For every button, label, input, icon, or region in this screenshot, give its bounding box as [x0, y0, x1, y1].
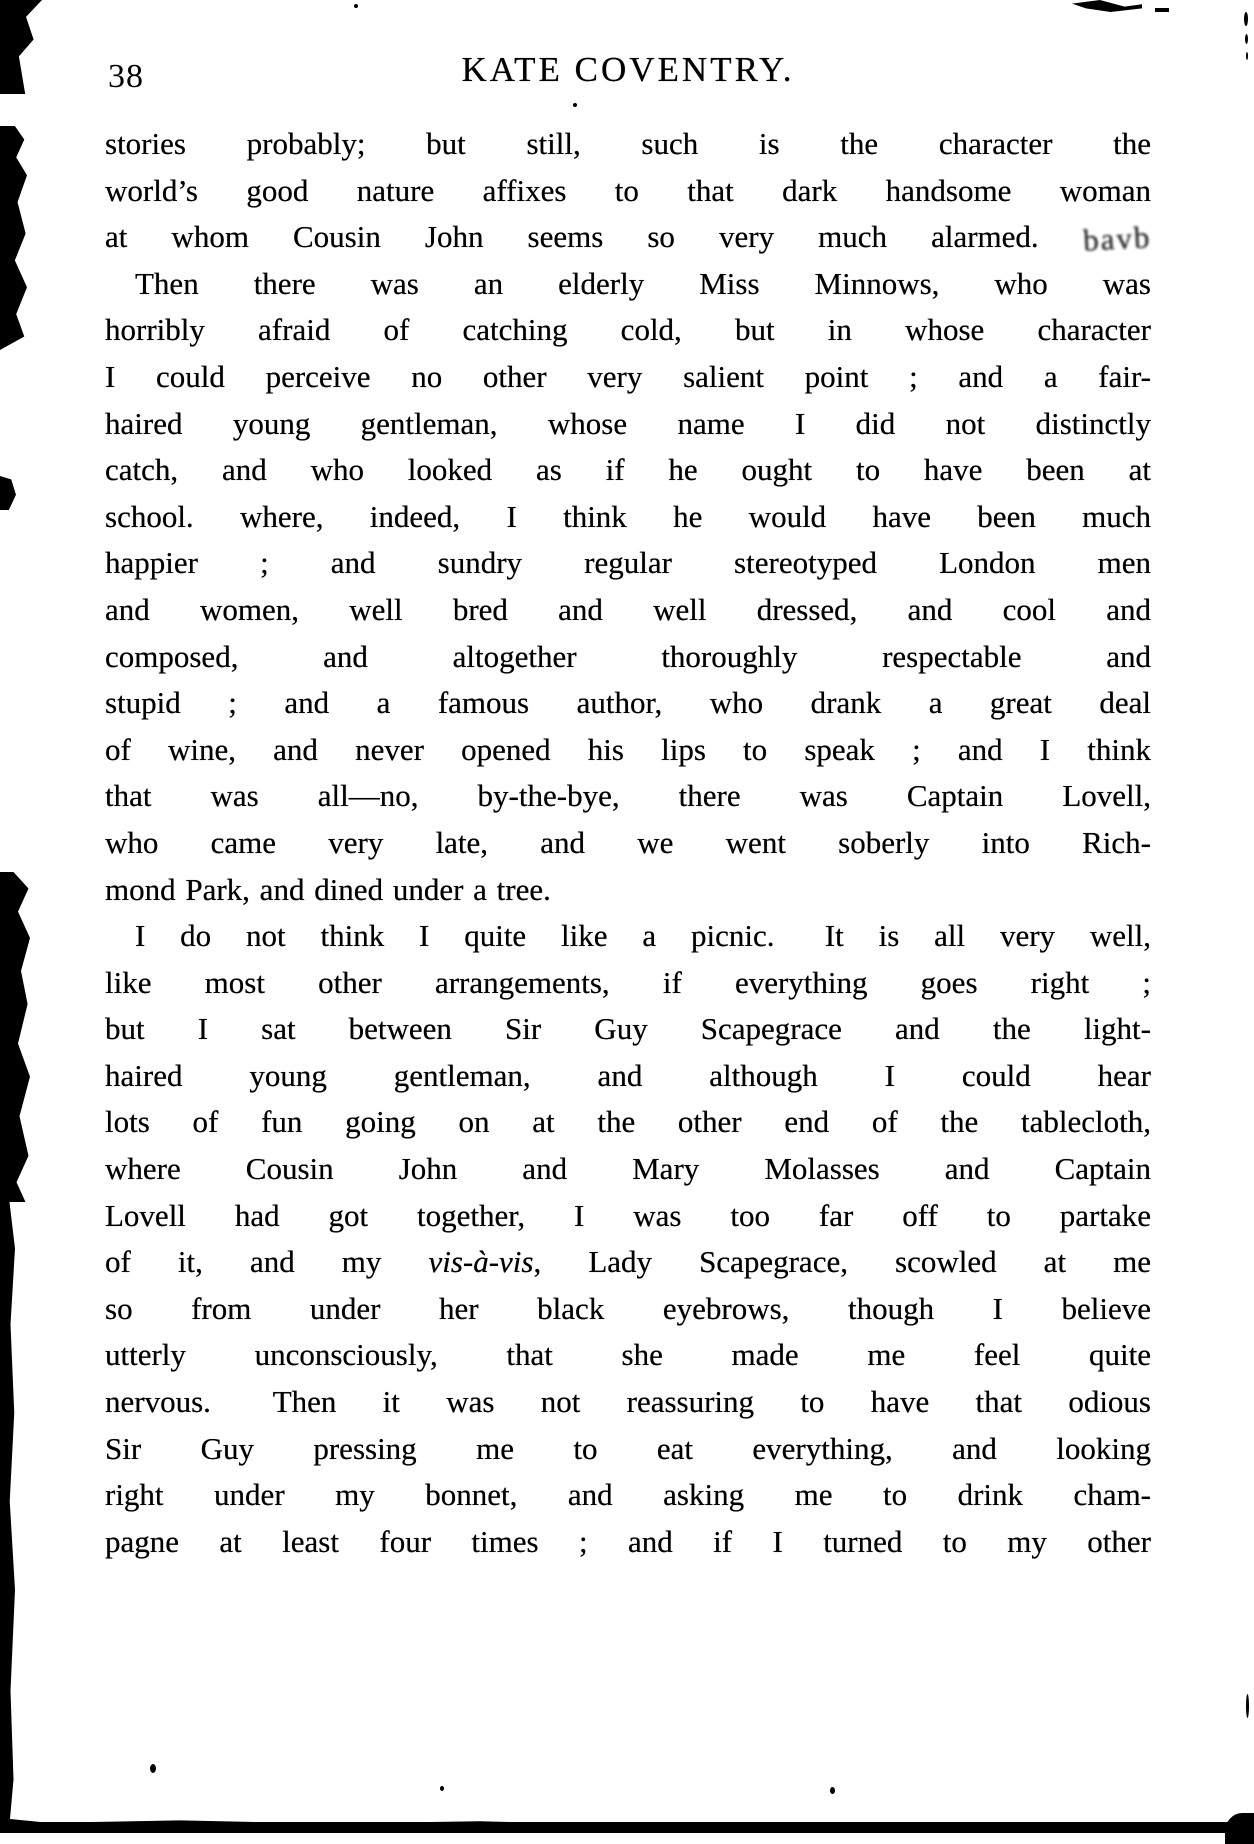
scan-artifact-bottom-right-corner [1225, 1813, 1254, 1844]
text-segment: composed, and altogether thoroughly respectable and [105, 638, 1151, 674]
text-segment: that was all—no, by-the-bye, there was Captain Lovell, [105, 778, 1151, 814]
page-text [105, 121, 1151, 1565]
scan-artifact-left-stripe [0, 872, 30, 1202]
text-segment: Sir Guy pressing me to eat everything, and looking [105, 1430, 1151, 1466]
text-segment: so from under her black eyebrows, though I believe [105, 1290, 1151, 1326]
scan-speck [1244, 12, 1248, 26]
scan-speck [150, 1764, 156, 1773]
text-line [105, 214, 1151, 261]
text-segment: world’s good nature affixes to that dark handsome woman [105, 172, 1151, 208]
text-line [105, 121, 1151, 168]
text-line [105, 401, 1151, 448]
text-segment: haired young gentleman, whose name I did not distinctly [105, 405, 1151, 441]
scan-artifact-top-right-smudge [1072, 0, 1142, 12]
scan-speck [440, 1786, 444, 1791]
text-segment: lots of fun going on at the other end of the tablecloth, [105, 1104, 1151, 1140]
text-segment: of wine, and never opened his lips to speak ; and I think [105, 731, 1151, 767]
text-segment: school. where, indeed, I think he would have been much [105, 498, 1151, 534]
page-number: 38 [108, 58, 144, 95]
text-line [105, 680, 1151, 727]
text-segment: haired young gentleman, and although I could hear [105, 1057, 1151, 1093]
text-segment: and women, well bred and well dressed, and cool and [105, 591, 1151, 627]
text-line [105, 1053, 1151, 1100]
text-line [105, 1193, 1151, 1240]
text-line [105, 1519, 1151, 1566]
scan-speck [1245, 34, 1248, 44]
text-segment: catch, and who looked as if he ought to have been at [105, 452, 1151, 488]
running-title: KATE COVENTRY. [461, 50, 795, 89]
scan-speck [1246, 52, 1248, 60]
text-segment: I do not think I quite like a picnic. It is all very well, [135, 918, 1151, 954]
text-line [105, 587, 1151, 634]
text-segment: but I sat between Sir Guy Scapegrace and the light- [105, 1011, 1151, 1047]
text-segment: utterly unconsciously, that she made me feel quite [105, 1337, 1151, 1373]
italic-text: vis-à-vis [428, 1244, 534, 1280]
text-segment: stories probably; but still, such is the character the [105, 126, 1151, 161]
text-line [105, 168, 1151, 215]
text-segment: Then there was an elderly Miss Minnows, who was [135, 265, 1151, 301]
text-line [105, 1006, 1151, 1053]
scan-artifact-left-mark [0, 476, 16, 510]
text-line [105, 634, 1151, 681]
ink-smudge: bavb [1081, 219, 1152, 258]
text-segment: Lovell had got together, I was too far off to partake [105, 1197, 1151, 1233]
text-line [105, 1146, 1151, 1193]
text-segment: horribly afraid of catching cold, but in whose character [105, 312, 1151, 348]
text-segment: like most other arrangements, if everything goes right ; [105, 964, 1151, 1000]
scan-speck [830, 1787, 835, 1794]
scan-artifact-left-stripe [0, 126, 27, 350]
text-line [105, 773, 1151, 820]
text-line [105, 261, 1151, 308]
text-line [105, 1379, 1151, 1426]
text-line [105, 1099, 1151, 1146]
text-segment: nervous. Then it was not reassuring to have that odious [105, 1384, 1151, 1420]
page-header [105, 50, 1151, 102]
text-line [105, 540, 1151, 587]
text-line [105, 1239, 1151, 1286]
text-line [105, 913, 1151, 960]
text-line [105, 354, 1151, 401]
scan-speck [573, 103, 577, 107]
text-segment: happier ; and sundry regular stereotyped London men [105, 545, 1151, 581]
text-segment: where Cousin John and Mary Molasses and Captain [105, 1151, 1151, 1187]
text-line [105, 1332, 1151, 1379]
text-segment: right under my bonnet, and asking me to drink cham- [105, 1477, 1151, 1513]
text-line [105, 867, 1151, 914]
scan-artifact-top-left-blob [0, 0, 42, 94]
text-line [105, 960, 1151, 1007]
scan-speck [354, 4, 358, 8]
text-segment: pagne at least four times ; and if I turned to my other [105, 1523, 1151, 1559]
text-segment: who came very late, and we went soberly into Rich- [105, 824, 1151, 860]
text-line [105, 820, 1151, 867]
scan-artifact-top-right-dash [1155, 8, 1169, 12]
text-line [105, 494, 1151, 541]
text-segment: of it, and my [105, 1244, 429, 1280]
text-segment: at whom Cousin John seems so very much alarmed. [105, 219, 1039, 255]
scan-artifact-left-stripe [0, 1198, 15, 1830]
text-segment: stupid ; and a famous author, who drank a great deal [105, 685, 1151, 721]
text-line [105, 1426, 1151, 1473]
text-line [105, 307, 1151, 354]
text-segment: I could perceive no other very salient point ; and a fair- [105, 358, 1151, 394]
text-segment: , Lady Scapegrace, scowled at me [533, 1244, 1151, 1280]
text-line [105, 447, 1151, 494]
scan-speck [1246, 1694, 1249, 1718]
text-line [105, 1286, 1151, 1333]
text-segment: mond Park, and dined under a tree. [105, 871, 551, 907]
text-line [105, 727, 1151, 774]
text-line [105, 1472, 1151, 1519]
